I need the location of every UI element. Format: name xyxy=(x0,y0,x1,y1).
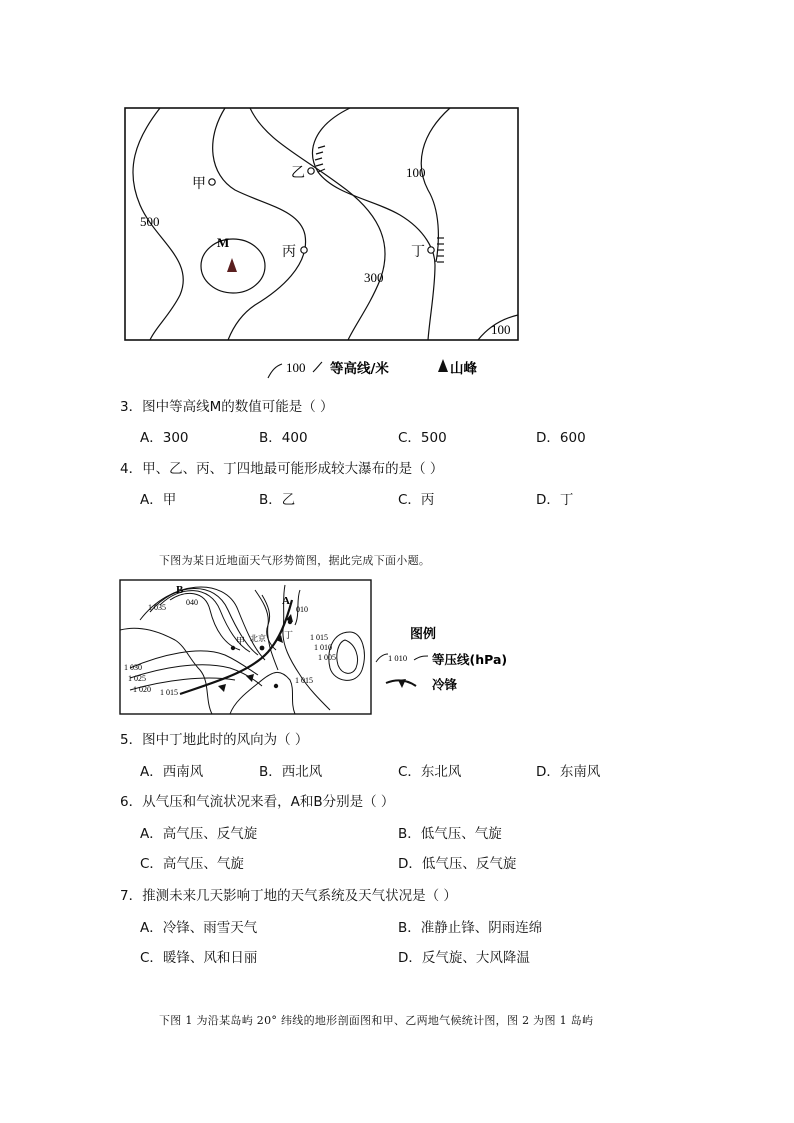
point-yi-marker xyxy=(308,168,314,174)
label-iso-015: 1 015 xyxy=(160,688,178,697)
question-3-option-b[interactable]: B．400 xyxy=(259,430,308,446)
label-ding: 丁 xyxy=(411,244,425,260)
legend-contour-label: 等高线/米 xyxy=(330,361,389,377)
question-4-option-b[interactable]: B．乙 xyxy=(259,492,296,508)
question-5-option-b[interactable]: B．西北风 xyxy=(259,764,323,780)
legend-isobar-label: 等压线(hPa) xyxy=(432,652,508,667)
question-5-option-d[interactable]: D．东南风 xyxy=(536,764,601,780)
weather-legend-title: 图例 xyxy=(410,627,437,642)
question-3-option-d[interactable]: D．600 xyxy=(536,430,586,446)
legend-isobar-symbol xyxy=(376,654,388,662)
point-jia-dot xyxy=(231,646,235,650)
question-6-option-b[interactable]: B．低气压、气旋 xyxy=(398,826,502,842)
legend-contour-symbol xyxy=(268,364,282,378)
label-iso-030: 1 030 xyxy=(124,663,142,672)
map-frame xyxy=(125,108,518,340)
question-6-option-a[interactable]: A．高气压、反气旋 xyxy=(140,826,258,842)
label-b: B xyxy=(176,584,184,596)
question-3-option-a[interactable]: A．300 xyxy=(140,430,189,446)
legend-peak-icon xyxy=(438,359,448,372)
question-7-option-d[interactable]: D．反气旋、大风降温 xyxy=(398,950,530,966)
question-7-option-c[interactable]: C．暖锋、风和日丽 xyxy=(140,950,258,966)
label-iso-1005-r: 1 005 xyxy=(318,653,336,662)
legend-cold-front-label: 冷锋 xyxy=(432,677,458,692)
label-500: 500 xyxy=(140,214,160,229)
weather-intro: 下图为某日近地面天气形势简图，据此完成下面小题。 xyxy=(159,554,431,567)
beijing-star-marker xyxy=(260,646,265,651)
label-100-bottom: 100 xyxy=(491,322,511,337)
question-5-option-c[interactable]: C．东北风 xyxy=(398,764,462,780)
label-jia-w: 甲 xyxy=(236,637,246,647)
legend-contour-tail xyxy=(313,362,322,372)
label-m: M xyxy=(217,235,230,250)
legend-isobar-value: 1 010 xyxy=(388,653,408,663)
label-iso-040: 040 xyxy=(186,598,198,607)
topo-legend xyxy=(268,359,477,378)
point-misc-dot xyxy=(274,684,278,688)
question-5-stem: 5．图中丁地此时的风向为（ ） xyxy=(120,732,309,748)
label-bing: 丙 xyxy=(282,244,296,260)
contour-line-4 xyxy=(313,108,435,340)
question-7-stem: 7．推测未来几天影响丁地的天气系统及天气状况是（ ） xyxy=(120,888,457,904)
label-yi: 乙 xyxy=(291,165,305,181)
question-6-option-d[interactable]: D．低气压、反气旋 xyxy=(398,856,517,872)
label-ding-w: 丁 xyxy=(284,631,294,641)
point-ding-dot xyxy=(288,620,292,624)
legend-peak-label: 山峰 xyxy=(450,361,477,377)
label-beijing: 北京 xyxy=(250,634,266,643)
label-iso-1010-r: 1 010 xyxy=(314,643,332,652)
question-6-option-c[interactable]: C．高气压、气旋 xyxy=(140,856,244,872)
label-100-top: 100 xyxy=(406,165,426,180)
label-300: 300 xyxy=(364,270,384,285)
label-a: A xyxy=(282,595,290,607)
question-3-option-c[interactable]: C．500 xyxy=(398,430,447,446)
question-4-option-d[interactable]: D．丁 xyxy=(536,492,574,508)
point-jia-marker xyxy=(209,179,215,185)
point-bing-marker xyxy=(301,247,307,253)
label-iso-025: 1 025 xyxy=(128,674,146,683)
label-iso-1015-br: 1 015 xyxy=(295,676,313,685)
label-iso-010: 010 xyxy=(296,605,308,614)
label-iso-1015-r: 1 015 xyxy=(310,633,328,642)
question-3-stem: 3．图中等高线M的数值可能是（ ） xyxy=(120,399,334,415)
label-iso-035: 1 035 xyxy=(148,603,166,612)
legend-contour-value: 100 xyxy=(286,360,306,375)
bottom-intro: 下图 1 为沿某岛屿 20° 纬线的地形剖面图和甲、乙两地气候统计图，图 2 为图 1 岛屿 xyxy=(159,1014,594,1027)
topographic-map xyxy=(0,0,794,385)
question-7-option-a[interactable]: A．冷锋、雨雪天气 xyxy=(140,920,258,936)
cold-front xyxy=(180,600,293,694)
question-6-stem: 6．从气压和气流状况来看，A和B分别是（ ） xyxy=(120,794,395,810)
question-4-stem: 4．甲、乙、丙、丁四地最可能形成较大瀑布的是（ ） xyxy=(120,461,444,477)
legend-isobar-tail xyxy=(414,656,428,660)
contour-line-2 xyxy=(213,108,306,340)
legend-cold-front-triangle xyxy=(398,679,406,688)
question-4-option-a[interactable]: A．甲 xyxy=(140,492,177,508)
point-ding-marker xyxy=(428,247,434,253)
question-5-option-a[interactable]: A．西南风 xyxy=(140,764,204,780)
label-iso-020: 1 020 xyxy=(133,685,151,694)
peak-icon xyxy=(227,258,237,272)
contour-line-3 xyxy=(250,108,385,340)
weather-map xyxy=(0,570,794,720)
weather-legend xyxy=(376,626,507,692)
label-jia: 甲 xyxy=(192,176,206,192)
question-4-option-c[interactable]: C．丙 xyxy=(398,492,435,508)
question-7-option-b[interactable]: B．准静止锋、阴雨连绵 xyxy=(398,920,543,936)
